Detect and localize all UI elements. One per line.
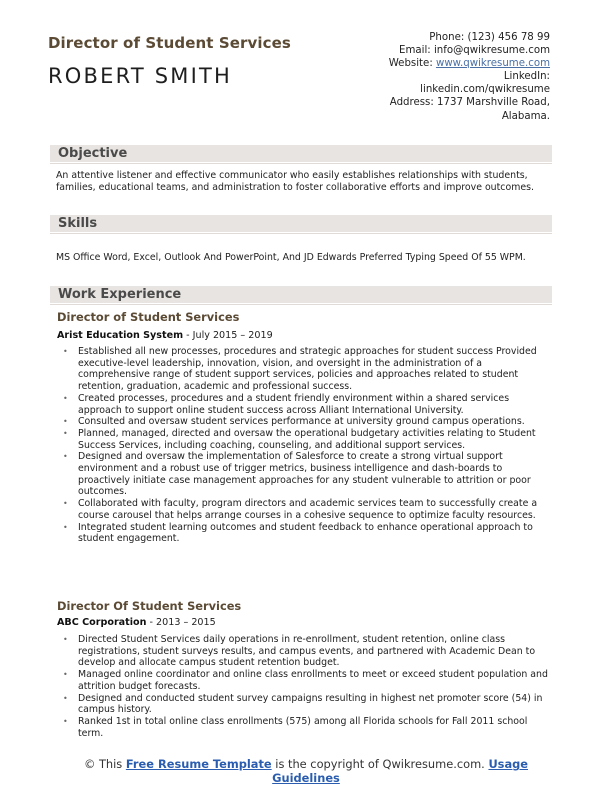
job-2-title: Director Of Student Services (57, 599, 242, 613)
work-experience-header (50, 286, 552, 303)
list-item: • Collaborated with faculty, program directors and academic services team to successfully create a course carousel that helps arrange courses in a cohesive sequence to optimize faculty resources. (57, 498, 550, 521)
list-item: • Designed and oversaw the implementation of Salesforce to create a strong virtual support environment and a robust use of trigger metrics, business intelligence and dash-boards to proactively initiate case management approaches for any student vulnerable to attrition or poor outcomes. (57, 451, 550, 498)
job-1-bullets (57, 346, 550, 545)
contact-address-line2: Alabama. (501, 110, 550, 122)
list-item: • Consulted and oversaw student services performance at university ground campus operations. (57, 416, 550, 428)
candidate-name: ROBERT SMITH (48, 64, 233, 88)
skills-header (50, 215, 552, 232)
contact-address-line1: Address: 1737 Marshville Road, (389, 97, 550, 109)
website-label: Website: (388, 58, 436, 70)
website-link[interactable]: www.qwikresume.com (435, 58, 550, 70)
footer-middle: is the copyright of Qwikresume.com. (271, 757, 489, 771)
job-2-company: ABC Corporation (57, 617, 147, 628)
objective-header (50, 145, 552, 162)
footer-prefix: © This (83, 757, 126, 771)
contact-linkedin-value: linkedin.com/qwikresume (420, 84, 550, 96)
contact-phone: Phone: (123) 456 78 99 (429, 32, 550, 43)
objective-title: Objective (58, 146, 128, 161)
job-1-company: Arist Education System (57, 330, 184, 341)
list-item: • Planned, managed, directed and oversaw the operational budgetary activities relating to Student Success Services, including coaching, counseling, and additional support services. (57, 428, 550, 451)
job-2-dates: - 2013 – 2015 (146, 617, 216, 628)
list-item: • Integrated student learning outcomes and student feedback to enhance operational approach to student engagement. (57, 522, 550, 545)
free-resume-template-link[interactable]: Free Resume Template (125, 757, 272, 771)
contact-website (320, 57, 550, 70)
usage-guidelines-link[interactable]: Usage Guidelines (272, 757, 529, 785)
list-item: • Ranked 1st in total online class enrollments (575) among all Florida schools for Fall 2011 school term. (57, 716, 550, 739)
job-2-subheading (57, 617, 216, 628)
contact-email: Email: info@qwikresume.com (399, 45, 550, 57)
copyright-footer (56, 757, 556, 785)
work-experience-title: Work Experience (58, 287, 182, 302)
skills-title: Skills (58, 216, 98, 231)
job-1-title: Director of Student Services (57, 310, 240, 324)
contact-block (320, 31, 550, 123)
list-item: • Managed online coordinator and online class enrollments to meet or exceed student population and attrition budget forecasts. (57, 669, 550, 692)
job-1-subheading (57, 330, 273, 341)
list-item: • Established all new processes, procedures and strategic approaches for student success Provided executive-level leadership, innovation, vision, and oversight in the administration of a comprehensive range of student support services, policies and approaches related to student retention, graduation, academic and professional success. (57, 346, 550, 393)
list-item: • Created processes, procedures and a student friendly environment within a shared services approach to support online student success across Alliant International University. (57, 393, 550, 416)
objective-text: An attentive listener and effective communicator who easily establishes relationships with students, families, educational teams, and administration to foster collaborative efforts and improve outcomes. (56, 170, 534, 193)
job-2-bullets (57, 634, 550, 739)
contact-linkedin-label: LinkedIn: (503, 71, 550, 83)
list-item: • Designed and conducted student survey campaigns resulting in highest net promoter score (54) in campus history. (57, 693, 550, 716)
job-1-dates: - July 2015 – 2019 (183, 330, 273, 341)
resume-job-title: Director of Student Services (48, 34, 291, 52)
skills-text: MS Office Word, Excel, Outlook And PowerPoint, And JD Edwards Preferred Typing Speed Of 55 WPM. (56, 252, 526, 263)
list-item: • Directed Student Services daily operations in re-enrollment, student retention, online class registrations, student surveys results, and campus events, and partnered with Academic Dean to develop and allocate campus student retention budget. (57, 634, 550, 669)
